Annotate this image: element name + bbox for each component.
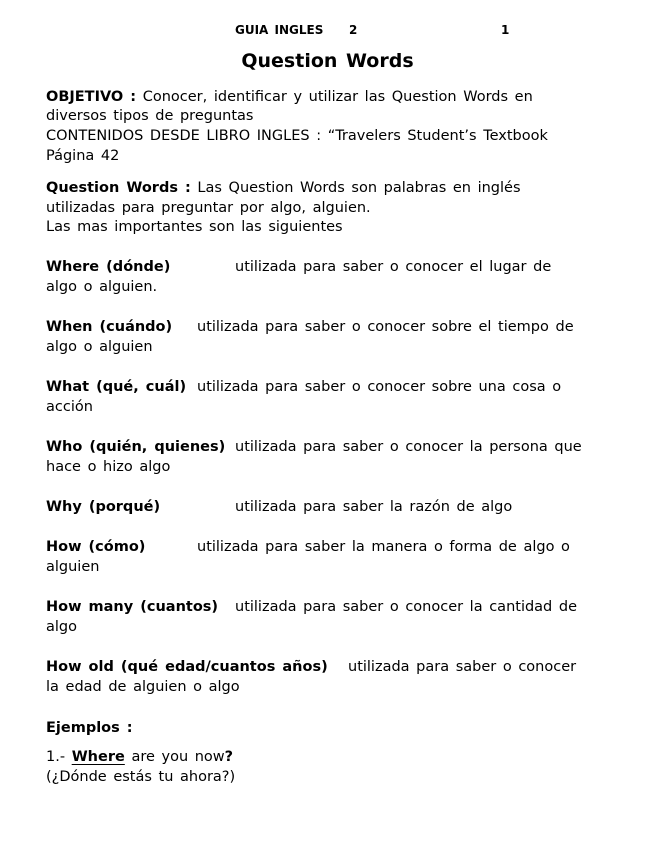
question-word-how-old [46, 659, 612, 699]
term: How old (qué edad/cuantos años) [46, 659, 328, 675]
intro-line-1 [46, 179, 521, 198]
term: Why (porqué) [46, 499, 161, 515]
header-page-number: 1 [501, 23, 510, 37]
description-cont: acción [46, 399, 93, 415]
intro-text-3: Las mas importantes son las siguientes [46, 219, 343, 235]
example-keyword: Where [71, 749, 125, 765]
example-question-mark: ? [224, 749, 234, 765]
objective-text-2: diversos tipos de preguntas [46, 108, 254, 124]
objective-text-1: Conocer, identificar y utilizar las Question Words en [142, 89, 533, 105]
description: utilizada para saber o conocer la persona que [235, 439, 582, 455]
description-cont: hace o hizo algo [46, 459, 171, 475]
term: Where (dónde) [46, 259, 171, 275]
page-title: Question Words [241, 50, 414, 72]
description-cont: algo [46, 619, 77, 635]
description: utilizada para saber o conocer el lugar de [235, 259, 552, 275]
contents-line-2: Página 42 [46, 148, 120, 164]
question-word-when [46, 319, 612, 359]
header-title: GUIA INGLES [235, 23, 324, 37]
question-word-who [46, 439, 612, 479]
question-word-why [46, 499, 612, 519]
term: How (cómo) [46, 539, 146, 555]
description: utilizada para saber o conocer la cantidad de [235, 599, 577, 615]
question-word-how [46, 539, 612, 579]
intro-label: Question Words : [46, 180, 191, 196]
description: utilizada para saber la razón de algo [235, 499, 513, 515]
objective-label: OBJETIVO : [46, 89, 137, 105]
question-word-where [46, 259, 612, 299]
term: What (qué, cuál) [46, 379, 187, 395]
example-number: 1.- [46, 749, 66, 765]
question-word-how-many [46, 599, 612, 639]
contents-line-1: CONTENIDOS DESDE LIBRO INGLES : “Travelers Student’s Textbook [46, 128, 548, 144]
intro-text-1: Las Question Words son palabras en inglés [197, 180, 521, 196]
example-1-translation: (¿Dónde estás tu ahora?) [46, 769, 236, 785]
header-number: 2 [349, 23, 358, 37]
examples-label: Ejemplos : [46, 720, 133, 736]
description: utilizada para saber la manera o forma de algo o [197, 539, 570, 555]
intro-text-2: utilizadas para preguntar por algo, alguien. [46, 200, 371, 216]
description-cont: algo o alguien. [46, 279, 158, 295]
description: utilizada para saber o conocer sobre una cosa o [197, 379, 562, 395]
term: How many (cuantos) [46, 599, 219, 615]
description-cont: alguien [46, 559, 100, 575]
example-1-question [46, 748, 233, 767]
example-text: are you now [131, 749, 225, 765]
objective-line-1 [46, 88, 533, 107]
term: Who (quién, quienes) [46, 439, 226, 455]
description: utilizada para saber o conocer sobre el tiempo de [197, 319, 574, 335]
question-word-what [46, 379, 612, 419]
term: When (cuándo) [46, 319, 173, 335]
description-cont: la edad de alguien o algo [46, 679, 240, 695]
description: utilizada para saber o conocer [348, 659, 577, 675]
description-cont: algo o alguien [46, 339, 153, 355]
